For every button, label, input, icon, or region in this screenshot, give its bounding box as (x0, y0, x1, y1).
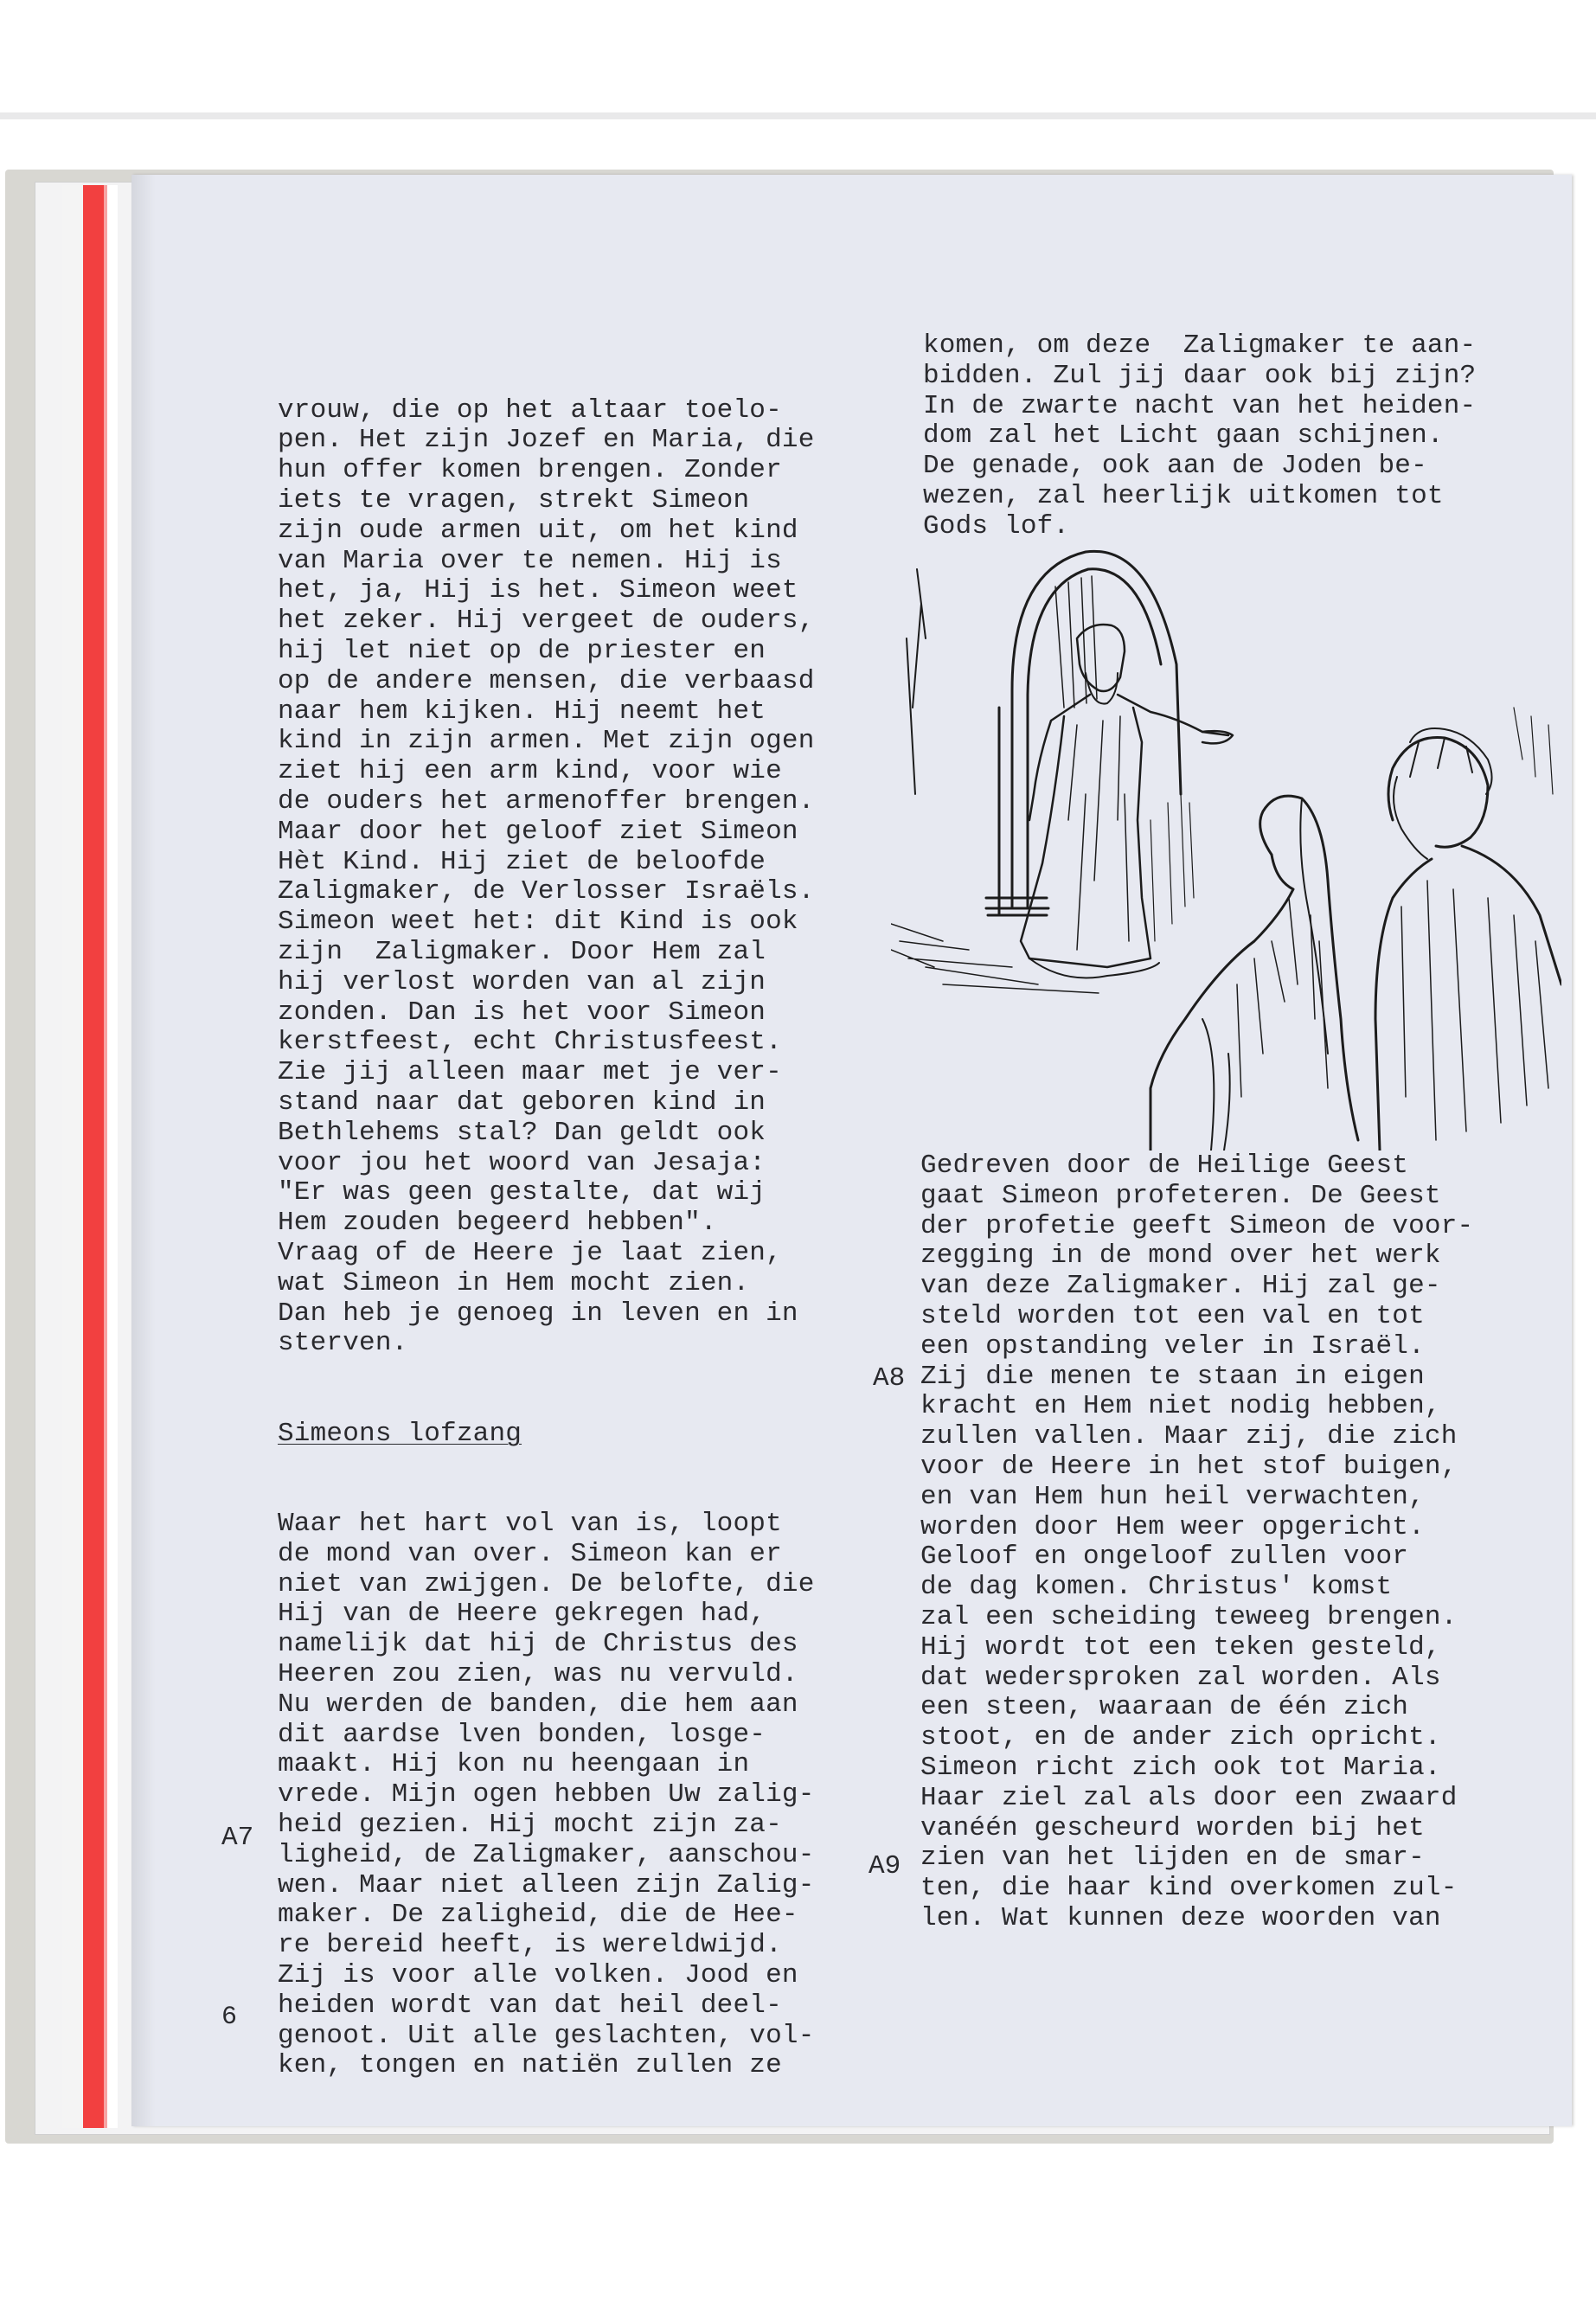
text-line: de dag komen. Christus' komst (920, 1572, 1393, 1603)
text-line: zijn oude armen uit, om het kind (278, 515, 798, 546)
text-line: Haar ziel zal als door een zwaard (920, 1782, 1458, 1813)
paragraph-simeon-recognizes (278, 396, 815, 1360)
simeon-figure (1021, 625, 1233, 978)
text-line: wezen, zal heerlijk uitkomen tot (923, 480, 1444, 511)
text-line: Gedreven door de Heilige Geest (920, 1150, 1409, 1181)
text-line: Gods lof. (923, 510, 1070, 542)
text-line: wen. Maar niet alleen zijn Zalig- (278, 1869, 815, 1900)
text-line: zien van het lijden en de smar- (920, 1843, 1425, 1874)
text-line: heid gezien. Hij mocht zijn za- (278, 1810, 782, 1841)
text-line: zullen vallen. Maar zij, die zich (920, 1421, 1458, 1452)
text-line: stand naar dat geboren kind in (278, 1086, 766, 1118)
text-line: ten, die haar kind overkomen zul- (920, 1873, 1458, 1904)
text-line: dat wedersproken zal worden. Als (920, 1662, 1441, 1693)
text-line: vrouw, die op het altaar toelo- (278, 394, 782, 426)
left-text-column (278, 336, 815, 2112)
text-line: Maar door het geloof ziet Simeon (278, 816, 798, 847)
text-line: van Maria over te nemen. Hij is (278, 545, 782, 576)
text-line: het, ja, Hij is het. Simeon weet (278, 575, 798, 606)
margin-mark-a7: A7 (221, 1823, 254, 1853)
text-line: Dan heb je genoeg in leven en in (278, 1298, 798, 1329)
text-line: pen. Het zijn Jozef en Maria, die (278, 425, 815, 456)
right-text-column-top (923, 331, 1476, 542)
text-line: len. Wat kunnen deze woorden van (920, 1902, 1441, 1933)
paragraph-lofzang (278, 1509, 815, 2081)
text-line: hij verlost worden van al zijn (278, 966, 766, 997)
text-line: "Er was geen gestalte, dat wij (278, 1177, 766, 1208)
text-line: steld worden tot een val en tot (920, 1300, 1425, 1331)
text-line: Hij wordt tot een teken gesteld, (920, 1631, 1441, 1663)
text-line: zal een scheiding teweeg brengen. (920, 1601, 1458, 1632)
text-line: een opstanding veler in Israël. (920, 1330, 1425, 1362)
text-line: worden door Hem weer opgericht. (920, 1511, 1425, 1542)
text-line: van deze Zaligmaker. Hij zal ge- (920, 1271, 1441, 1302)
text-line: dom zal het Licht gaan schijnen. (923, 420, 1444, 452)
text-line: ken, tongen en natiën zullen ze (278, 2050, 782, 2081)
text-line: niet van zwijgen. De belofte, die (278, 1568, 815, 1599)
text-line: Bethlehems stal? Dan geldt ook (278, 1117, 766, 1148)
text-line: komen, om deze Zaligmaker te aan- (923, 330, 1477, 361)
text-line: Zaligmaker, de Verlosser Israëls. (278, 876, 815, 907)
text-line: bidden. Zul jij daar ook bij zijn? (923, 360, 1477, 391)
text-line: De genade, ook aan de Joden be- (923, 451, 1427, 482)
text-line: Zij die menen te staan in eigen (920, 1361, 1425, 1392)
text-line: Zie jij alleen maar met je ver- (278, 1057, 782, 1088)
text-line: maker. De zaligheid, die de Hee- (278, 1900, 798, 1931)
text-line: In de zwarte nacht van het heiden- (923, 390, 1477, 421)
right-text-column-bottom (920, 1151, 1473, 1934)
page-number: 6 (221, 2003, 238, 2032)
text-line: sterven. (278, 1328, 408, 1359)
text-line: ziet hij een arm kind, voor wie (278, 756, 782, 787)
text-line: een steen, waaraan de één zich (920, 1692, 1409, 1723)
text-line: Vraag of de Heere je laat zien, (278, 1237, 782, 1268)
text-line: stoot, en de ander zich opricht. (920, 1722, 1441, 1753)
text-line: de ouders het armenoffer brengen. (278, 785, 815, 817)
text-line: ligheid, de Zaligmaker, aanschou- (278, 1839, 815, 1870)
text-line: re bereid heeft, is wereldwijd. (278, 1930, 782, 1961)
text-line: voor jou het woord van Jesaja: (278, 1147, 766, 1178)
text-line: Simeon weet het: dit Kind is ook (278, 907, 798, 938)
text-line: op de andere mensen, die verbaasd (278, 665, 815, 696)
text-line: Heeren zou zien, was nu vervuld. (278, 1659, 798, 1690)
text-line: voor de Heere in het stof buigen, (920, 1451, 1458, 1482)
section-heading (278, 1420, 815, 1450)
text-line: der profetie geeft Simeon de voor- (920, 1210, 1474, 1241)
margin-mark-a9: A9 (869, 1851, 901, 1881)
text-line: Simeon richt zich ook tot Maria. (920, 1752, 1441, 1783)
text-line: zonden. Dan is het voor Simeon (278, 997, 766, 1028)
text-line: zijn Zaligmaker. Door Hem zal (278, 936, 766, 967)
text-line: Hem zouden begeerd hebben". (278, 1208, 717, 1239)
text-line: kind in zijn armen. Met zijn ogen (278, 726, 815, 757)
text-line: Geloof en ongeloof zullen voor (920, 1541, 1409, 1573)
text-line: en van Hem hun heil verwachten, (920, 1481, 1425, 1512)
margin-mark-a8: A8 (873, 1363, 906, 1394)
page-gutter-shadow (131, 175, 156, 2126)
simeon-temple-ink-drawing-icon (891, 535, 1561, 1150)
text-line: maakt. Hij kon nu heengaan in (278, 1749, 750, 1780)
text-line: zegging in de mond over het werk (920, 1240, 1441, 1272)
text-line: hij let niet op de priester en (278, 635, 766, 666)
text-line: heiden wordt van dat heil deel- (278, 1990, 782, 2021)
text-line: dit aardse lven bonden, losge- (278, 1719, 766, 1750)
bookmark-ribbon (62, 185, 118, 2128)
text-line: genoot. Uit alle geslachten, vol- (278, 2020, 815, 2051)
scan-edge (0, 112, 1596, 119)
text-line: namelijk dat hij de Christus des (278, 1629, 798, 1660)
text-line: Waar het hart vol van is, loopt (278, 1509, 782, 1540)
text-line: het zeker. Hij vergeet de ouders, (278, 606, 815, 637)
text-line: vrede. Mijn ogen hebben Uw zalig- (278, 1779, 815, 1811)
text-line: kracht en Hem niet nodig hebben, (920, 1391, 1441, 1422)
text-line: Zij is voor alle volken. Jood en (278, 1960, 798, 1991)
text-line: de mond van over. Simeon kan er (278, 1538, 782, 1569)
text-line: iets te vragen, strekt Simeon (278, 484, 750, 516)
heading-simeons-lofzang: Simeons lofzang (278, 1418, 522, 1449)
text-line: gaat Simeon profeteren. De Geest (920, 1180, 1441, 1211)
floor-hatching (891, 924, 1099, 993)
text-line: naar hem kijken. Hij neemt het (278, 695, 766, 727)
text-line: Hèt Kind. Hij ziet de beloofde (278, 846, 766, 877)
mary-figure (1151, 796, 1358, 1150)
text-line: Hij van de Heere gekregen had, (278, 1599, 766, 1630)
text-line: Nu werden de banden, die hem aan (278, 1689, 798, 1720)
text-line: wat Simeon in Hem mocht zien. (278, 1267, 750, 1298)
text-line: vanéén gescheurd worden bij het (920, 1812, 1425, 1843)
text-line: hun offer komen brengen. Zonder (278, 455, 782, 486)
text-line: kerstfeest, echt Christusfeest. (278, 1027, 782, 1058)
joseph-figure (1375, 728, 1561, 1150)
